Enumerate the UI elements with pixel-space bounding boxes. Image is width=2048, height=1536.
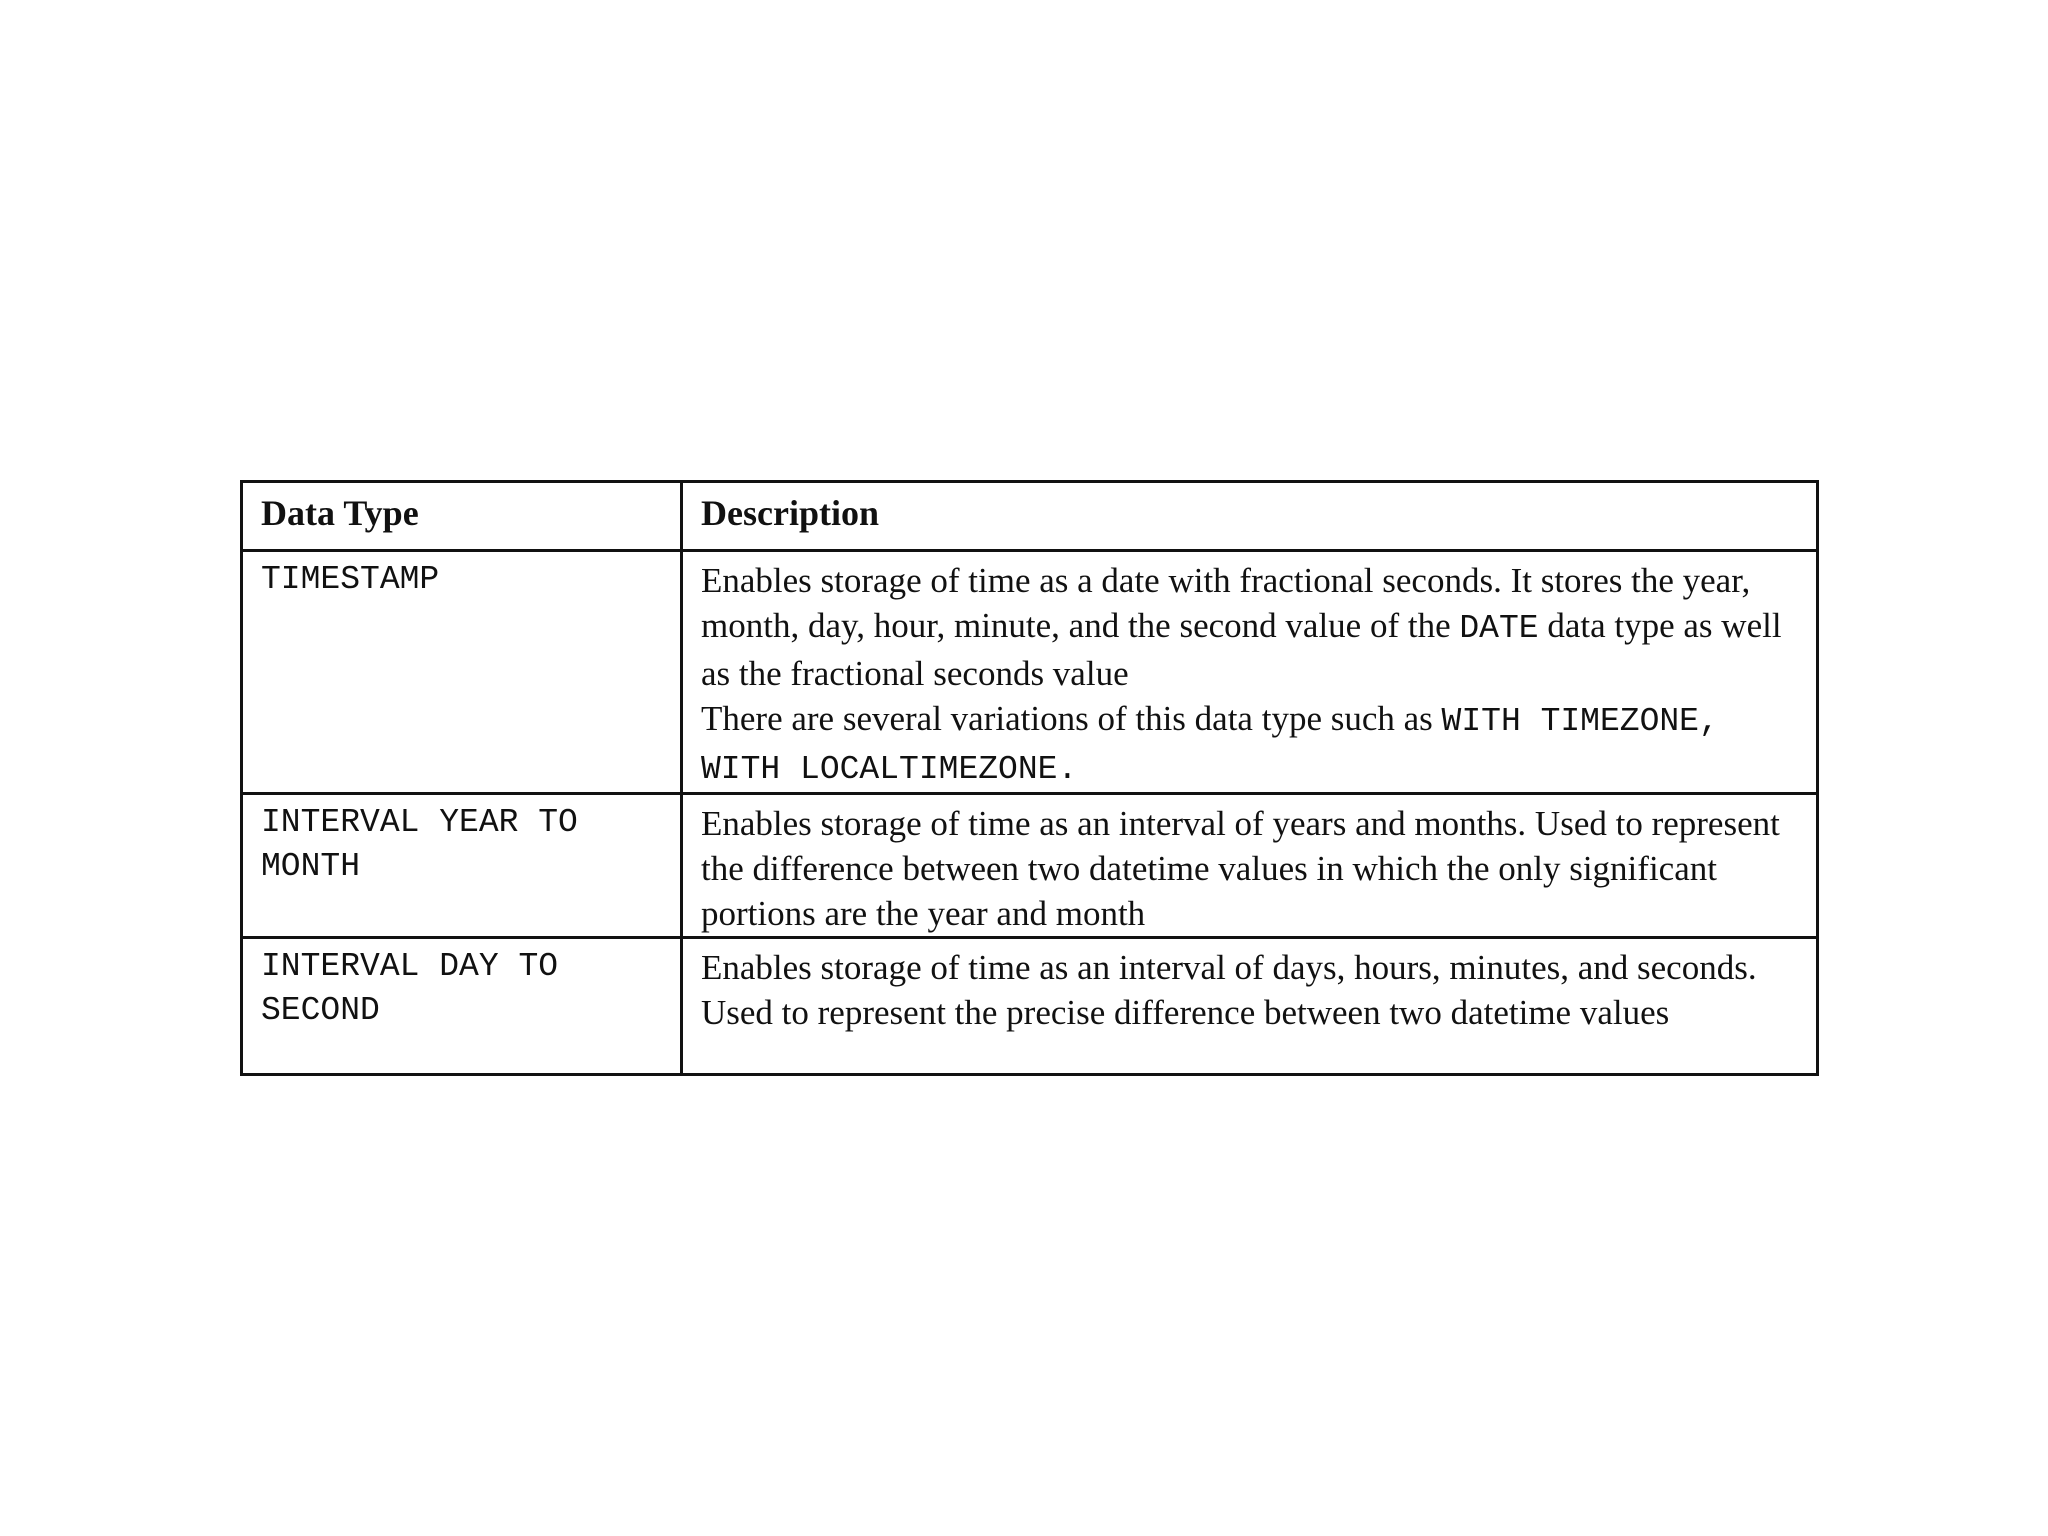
- code-keyword: WITH TIMEZONE, WITH LOCALTIMEZONE.: [701, 703, 1719, 788]
- table-header-row: [242, 482, 1818, 551]
- description-cell: [682, 551, 1818, 794]
- header-data-type: Data Type: [242, 482, 682, 551]
- table-row: [242, 794, 1818, 938]
- description-text-part: Enables storage of time as a date with fractional seconds. It stores the year, month, day, hour, minute, and the second value of the: [701, 561, 1751, 645]
- description-text: [701, 558, 1802, 696]
- data-type-cell: INTERVAL DAY TO SECOND: [242, 938, 682, 1075]
- description-cell: Enables storage of time as an interval of days, hours, minutes, and seconds. Used to represent the precise difference between two datetime values: [682, 938, 1818, 1075]
- data-type-cell: INTERVAL YEAR TO MONTH: [242, 794, 682, 938]
- description-text-part: data type as well as the fractional seconds value: [701, 606, 1782, 693]
- table-row: [242, 551, 1818, 794]
- header-description: Description: [682, 482, 1818, 551]
- table-row: [242, 938, 1818, 1075]
- description-note-prefix: There are several variations of this data type such as: [701, 699, 1442, 738]
- data-type-cell: TIMESTAMP: [242, 551, 682, 794]
- code-keyword: DATE: [1459, 610, 1539, 647]
- description-note: [701, 696, 1802, 792]
- description-cell: Enables storage of time as an interval of years and months. Used to represent the difference between two datetime values in which the only significant portions are the year and month: [682, 794, 1818, 938]
- data-types-table: [240, 480, 1819, 1076]
